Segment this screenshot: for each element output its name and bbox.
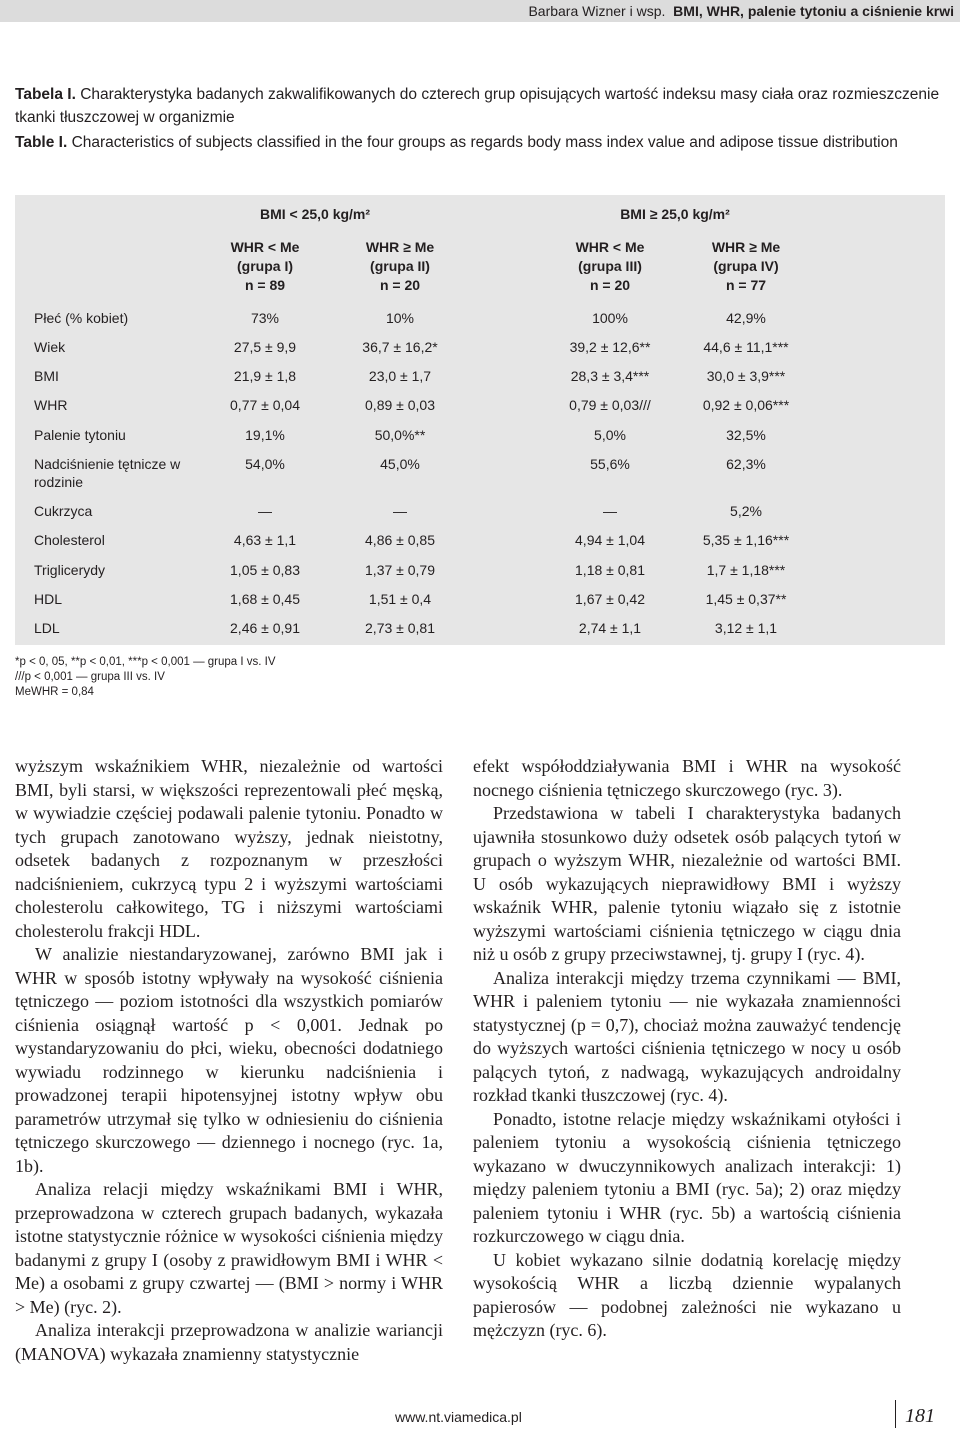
paragraph: efekt współoddziaływania BMI i WHR na wysokość nocnego ciśnienia tętniczego skurczowego (ryc. 3). (473, 756, 901, 800)
table-cell: 55,6% (590, 456, 630, 472)
paragraph: Analiza interakcji między trzema czynnikami — BMI, WHR i paleniem tytoniu — nie wykazała znamienności statystycznej (p = 0,7), chociaż można zauważyć tendencję do wyższych wartości ciśnienia tętniczego w nocy u osób palących tytoń, z nadwagą, wykazujących androidalny rozkład tkanki tłuszczowej (ryc. 4). (473, 967, 901, 1105)
table-cell: 1,51 ± 0,4 (368, 591, 432, 607)
table-cell: 27,5 ± 9,9 (233, 339, 297, 355)
table-cell: 5,35 ± 1,16*** (702, 532, 790, 548)
row-label-sex: Płeć (% kobiet) (34, 310, 129, 326)
group-header-high-bmi: BMI ≥ 25,0 kg/m² (620, 206, 730, 222)
paragraph: Analiza interakcji przeprowadzona w analizie wariancji (MANOVA) wykazała znamienny statystycznie (15, 1320, 443, 1364)
table-cell: 21,9 ± 1,8 (233, 368, 297, 384)
table-cell: 4,63 ± 1,1 (233, 532, 297, 548)
caption-en-label: Table I. (15, 134, 68, 151)
table-cell: 2,74 ± 1,1 (578, 620, 642, 636)
col1-whr: WHR < Me (230, 239, 300, 255)
table-cell: 3,12 ± 1,1 (714, 620, 778, 636)
table-cell: 100% (592, 310, 628, 326)
row-label-diabetes: Cukrzyca (34, 503, 93, 519)
column-header-group-1 (200, 238, 330, 295)
running-head-authors: Barbara Wizner i wsp. (528, 3, 666, 19)
row-label-hdl: HDL (34, 591, 63, 607)
table-cell: 28,3 ± 3,4*** (570, 368, 650, 384)
row-label-bmi: BMI (34, 368, 59, 384)
paragraph: U kobiet wykazano silnie dodatnią korelację między wysokością WHR a liczbą dziennie wypalanych papierosów — podobnej zależności nie wykazano u mężczyzn (ryc. 6). (473, 1249, 901, 1340)
col4-whr: WHR ≥ Me (711, 239, 781, 255)
table-cell: 73% (250, 310, 280, 326)
table-cell: 1,7 ± 1,18*** (706, 562, 786, 578)
table-cell: 30,0 ± 3,9*** (706, 368, 786, 384)
journal-url: www.nt.viamedica.pl (395, 1409, 522, 1425)
col4-group: (grupa IV) (713, 258, 779, 274)
page-number-divider (895, 1400, 896, 1428)
row-label-cholesterol: Cholesterol (34, 532, 105, 548)
col2-group: (grupa II) (370, 258, 430, 274)
table-cell: 36,7 ± 16,2* (362, 339, 438, 355)
caption-pl-label: Tabela I. (15, 86, 76, 103)
table-caption-pl (15, 83, 945, 129)
col2-n: n = 20 (379, 277, 421, 293)
table-cell: 42,9% (726, 310, 766, 326)
group-header-normal-bmi: BMI < 25,0 kg/m² (259, 206, 371, 222)
table-cell: 32,5% (726, 427, 766, 443)
table-cell: 0,77 ± 0,04 (230, 397, 300, 413)
table-cell: 1,45 ± 0,37** (705, 591, 787, 607)
page-number: 181 (905, 1405, 935, 1427)
caption-pl-text: Charakterystyka badanych zakwalifikowanych do czterech grup opisujących wartość indeksu masy ciała oraz rozmieszczenie tkanki tłuszczowej w organizmie (15, 86, 940, 126)
col3-group: (grupa III) (578, 258, 642, 274)
footnote-median-whr: MeWHR = 0,84 (15, 686, 94, 698)
row-label-family-hypertension: Nadciśnienie tętnicze w rodzinie (34, 456, 181, 490)
table-cell: 2,73 ± 0,81 (365, 620, 435, 636)
table-cell: 0,92 ± 0,06*** (702, 397, 790, 413)
table-cell: 54,0% (245, 456, 285, 472)
paragraph: wyższym wskaźnikiem WHR, niezależnie od wartości BMI, byli starsi, w większości reprezentowali płeć męską, w wywiadzie częściej podawali palenie tytoniu. Ponadto w tych grupach zanotowano wyższy, jednak nieistotny, odsetek badanych z rozpoznanym w przeszłości nadciśnieniem, cukrzycą typu 2 i wyższymi wartościami cholesterolu całkowitego, TG i niższymi wartościami cholesterolu frakcji HDL. (15, 756, 443, 941)
table-cell: 2,46 ± 0,91 (230, 620, 300, 636)
row-label-whr: WHR (34, 397, 68, 413)
table-cell: 10% (385, 310, 415, 326)
column-header-group-3 (545, 238, 675, 295)
caption-en-text: Characteristics of subjects classified in the four groups as regards body mass index value and adipose tissue distribution (71, 134, 898, 151)
table-cell: — (393, 503, 407, 519)
footnote-group-iii: ///p < 0,001 — grupa III vs. IV (15, 671, 165, 683)
table-cell: 44,6 ± 11,1*** (703, 339, 789, 355)
row-label-age: Wiek (34, 339, 66, 355)
row-label-smoking: Palenie tytoniu (34, 427, 126, 443)
col3-whr: WHR < Me (575, 239, 645, 255)
table-cell: 4,86 ± 0,85 (365, 532, 435, 548)
paragraph: W analizie niestandaryzowanej, zarówno BMI jak i WHR w sposób istotny wpływały na wysokość ciśnienia tętniczego — poziom istotności dla wszystkich pomiarów ciśnienia osiągnął wartość p < 0,001. Jednak po wystandaryzowaniu do płci, wieku, obecności dodatniego wywiadu rodzinnego w kierunku nadciśnienia i prowadzonej terapii hipotensyjnej istotny wpływ obu parametrów utrzymał się tylko w odniesieniu do ciśnienia tętniczego skurczowego — dziennego i nocnego (ryc. 1a, 1b). (15, 944, 443, 1176)
table-cell: — (258, 503, 272, 519)
table-cell: 19,1% (245, 427, 285, 443)
paragraph: Analiza relacji między wskaźnikami BMI i WHR, przeprowadzona w czterech grupach badanych, wykazała istotne statystycznie różnice w wysokości ciśnienia między badanymi z grupy I (osoby z prawidłowym BMI i WHR < Me) a osobami z grupy czwartej — (BMI > normy i WHR > Me) (ryc. 2). (15, 1179, 443, 1317)
table-cell: 1,37 ± 0,79 (365, 562, 435, 578)
table-cell: 0,79 ± 0,03/// (569, 397, 651, 413)
left-text-column (15, 755, 443, 1366)
table-cell: 39,2 ± 12,6** (569, 339, 651, 355)
table-cell: 50,0%** (374, 427, 426, 443)
table-cell: 62,3% (726, 456, 766, 472)
col1-group: (grupa I) (237, 258, 293, 274)
row-label-triglycerides: Triglicerydy (34, 562, 106, 578)
table-cell: 1,18 ± 0,81 (575, 562, 645, 578)
column-header-group-4 (681, 238, 811, 295)
paragraph: Przedstawiona w tabeli I charakterystyka badanych ujawniła stosunkowo duży odsetek osób palących tytoń w grupach o wyższym WHR, niezależnie od wartości BMI. U osób wykazujących nieprawidłowy BMI i wyższy wskaźnik WHR, palenie tytoniu wiązało się z istotnie wyższymi wartościami ciśnienia tętniczego w ciągu dnia niż u osób z grupy przeciwstawnej, tj. grupy I (ryc. 4). (473, 803, 901, 964)
col3-n: n = 20 (589, 277, 631, 293)
table-cell: 1,05 ± 0,83 (230, 562, 300, 578)
row-label-ldl: LDL (34, 620, 60, 636)
table-cell: — (603, 503, 617, 519)
table-cell: 23,0 ± 1,7 (368, 368, 432, 384)
table-cell: 4,94 ± 1,04 (575, 532, 645, 548)
table-cell: 0,89 ± 0,03 (365, 397, 435, 413)
col1-n: n = 89 (244, 277, 286, 293)
col2-whr: WHR ≥ Me (365, 239, 435, 255)
table-background (15, 195, 945, 645)
col4-n: n = 77 (725, 277, 767, 293)
running-head (0, 0, 960, 22)
table-cell: 5,2% (730, 503, 762, 519)
footnote-significance: *p < 0, 05, **p < 0,01, ***p < 0,001 — grupa I vs. IV (15, 656, 276, 668)
column-header-group-2 (335, 238, 465, 295)
table-cell: 1,67 ± 0,42 (575, 591, 645, 607)
paragraph: Ponadto, istotne relacje między wskaźnikami otyłości i paleniem tytoniu a wysokością ciśnienia tętniczego wykazano w dwuczynnikowych analizach interakcji: 1) między paleniem tytoniu a BMI (ryc. 5a); 2) oraz między paleniem tytoniu i WHR (ryc. 5b) a wartością ciśnienia rozkurczowego w ciągu dnia. (473, 1108, 901, 1246)
right-text-column (473, 755, 901, 1343)
table-cell: 1,68 ± 0,45 (230, 591, 300, 607)
table-cell: 5,0% (594, 427, 626, 443)
table-cell: 45,0% (380, 456, 420, 472)
table-caption-en (15, 131, 945, 154)
running-head-title: BMI, WHR, palenie tytoniu a ciśnienie krwi (673, 3, 954, 19)
